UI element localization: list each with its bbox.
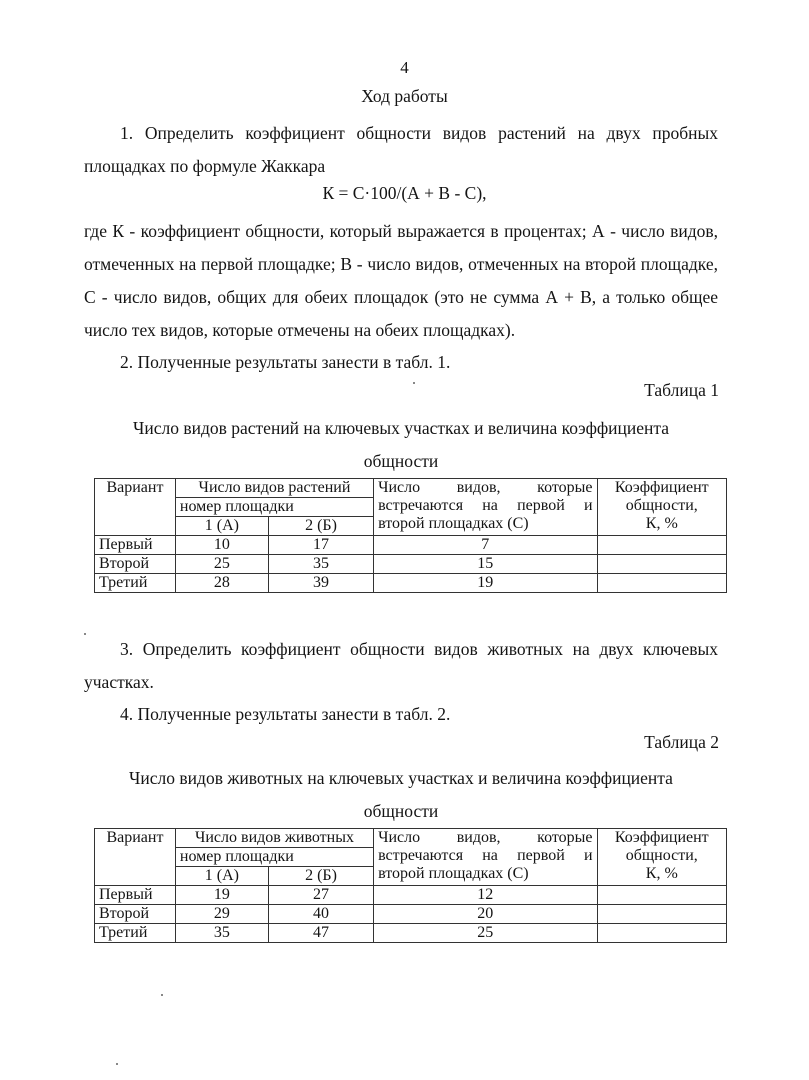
header-coef-line1: Коэффициент [614, 479, 709, 496]
cell-k [597, 886, 726, 905]
jaccard-formula: К = С·100/(А + В - С), [322, 183, 487, 203]
cell-k [597, 574, 726, 593]
cell-b: 17 [268, 536, 373, 555]
header-coef-line3: К, % [645, 515, 678, 532]
cell-b: 47 [268, 924, 373, 943]
formula-explanation: где К - коэффициент общности, который выражается в процентах; А - число видов, отмеченных на первой площадке; В - число видов, отмеченных на второй площадке, С - число видов, общих для обеих площадок (это не сумма А + В, а только общее число тех видов, которые отмечены на обеих площадках). [84, 221, 718, 340]
cell-a: 10 [175, 536, 268, 555]
table1-caption-line2: общности [363, 451, 439, 471]
header-plot-b: 2 (Б) [268, 517, 373, 536]
step-4-paragraph: 4. Полученные результаты занести в табл. 2. [120, 704, 451, 724]
cell-k [597, 555, 726, 574]
cell-variant: Третий [95, 574, 176, 593]
cell-variant: Первый [95, 886, 176, 905]
header-species-count: Число видов животных [175, 829, 373, 848]
header-species-count: Число видов растений [175, 479, 373, 498]
cell-variant: Второй [95, 905, 176, 924]
cell-variant: Второй [95, 555, 176, 574]
header-coef-line2: общности, [625, 497, 698, 514]
cell-c: 19 [374, 574, 597, 593]
table1-caption-line1: Число видов растений на ключевых участках и величина коэффициента [132, 418, 670, 438]
cell-c: 7 [374, 536, 597, 555]
scan-speck [116, 1063, 118, 1065]
step-2-paragraph: 2. Полученные результаты занести в табл. 1. [120, 352, 451, 372]
cell-k [597, 924, 726, 943]
header-plot-number: номер площадки [175, 848, 373, 867]
cell-a: 35 [175, 924, 268, 943]
header-plot-a: 1 (А) [175, 867, 268, 886]
table2-caption-line1: Число видов животных на ключевых участках и величина коэффициента [129, 768, 673, 788]
cell-variant: Третий [95, 924, 176, 943]
header-coef-line3: К, % [645, 865, 678, 882]
header-common-line2: встречаются на первой и [378, 847, 593, 864]
cell-c: 25 [374, 924, 597, 943]
cell-c: 15 [374, 555, 597, 574]
header-coefficient [597, 479, 726, 536]
table-row [95, 555, 727, 574]
header-common-line2: встречаются на первой и [378, 497, 593, 514]
cell-a: 29 [175, 905, 268, 924]
header-coefficient [597, 829, 726, 886]
cell-b: 35 [268, 555, 373, 574]
scan-speck [413, 382, 415, 384]
cell-b: 27 [268, 886, 373, 905]
header-common-line1: Число видов, которые [378, 479, 593, 496]
header-plot-a: 1 (А) [175, 517, 268, 536]
table2 [94, 828, 727, 943]
page-number: 4 [400, 58, 409, 77]
table2-caption-line2: общности [363, 801, 439, 821]
header-common-line3: второй площадках (С) [378, 865, 529, 882]
header-common-species [374, 829, 597, 886]
cell-b: 40 [268, 905, 373, 924]
header-common-line1: Число видов, которые [378, 829, 593, 846]
cell-c: 20 [374, 905, 597, 924]
cell-b: 39 [268, 574, 373, 593]
step-3-paragraph: 3. Определить коэффициент общности видов животных на двух ключевых участках. [84, 639, 718, 692]
header-coef-line1: Коэффициент [614, 829, 709, 846]
table2-caption [84, 762, 718, 828]
cell-k [597, 905, 726, 924]
header-coef-line2: общности, [625, 847, 698, 864]
cell-c: 12 [374, 886, 597, 905]
section-heading: Ход работы [361, 86, 448, 106]
table1 [94, 478, 727, 593]
cell-a: 28 [175, 574, 268, 593]
table-row [95, 924, 727, 943]
header-common-species [374, 479, 597, 536]
cell-variant: Первый [95, 536, 176, 555]
header-common-line3: второй площадках (С) [378, 515, 529, 532]
cell-a: 19 [175, 886, 268, 905]
table1-caption [84, 412, 718, 478]
header-plot-b: 2 (Б) [268, 867, 373, 886]
header-variant: Вариант [95, 829, 176, 886]
table2-label: Таблица 2 [644, 732, 719, 752]
table-row [95, 574, 727, 593]
cell-a: 25 [175, 555, 268, 574]
header-plot-number: номер площадки [175, 498, 373, 517]
cell-k [597, 536, 726, 555]
header-variant: Вариант [95, 479, 176, 536]
scan-speck [84, 633, 86, 635]
table1-label: Таблица 1 [644, 380, 719, 400]
table-row [95, 905, 727, 924]
step-1-paragraph: 1. Определить коэффициент общности видов растений на двух пробных площадках по формуле Жаккара [84, 123, 718, 176]
table-row [95, 886, 727, 905]
scan-speck [161, 994, 163, 996]
table-row [95, 536, 727, 555]
